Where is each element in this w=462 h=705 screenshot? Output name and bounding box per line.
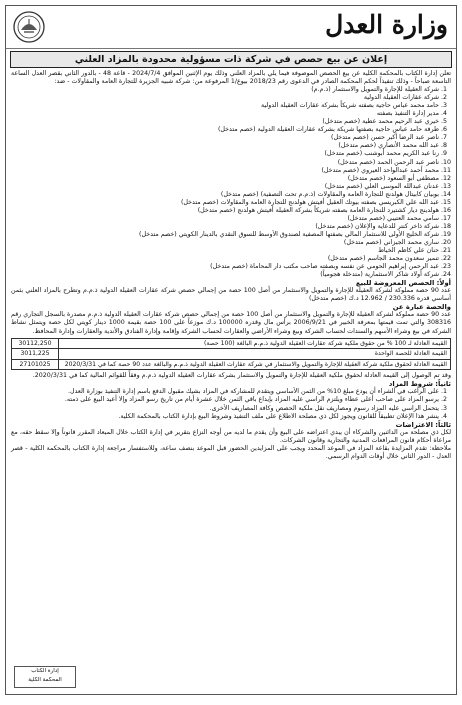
stamp-line-1: إدارة الكتاب <box>31 668 59 674</box>
party-item: 17. سامي محمد العتيبي (خصم متدخل) <box>11 215 439 223</box>
notice-header <box>6 6 456 49</box>
party-item: 8. عبد الله محمد الأنصاري (خصم متدخل) <box>11 142 439 150</box>
section-one-title: أولاً: الحصص المعروضة للبيع <box>355 279 451 288</box>
ministry-title: وزارة العدل <box>325 10 448 39</box>
party-item: 24. شركة أولاد شاكر الاستثمارية (متدخلة هجومياً) <box>11 271 439 279</box>
party-item: 23. عبد الرحمن إبراهيم الحومي عن نفسه وبصفته صاحب مكتب دار المحاماة (خصم متدخل) <box>11 263 439 271</box>
table-cell-label: القيمة العادلة لـ 100 % من حقوق ملكية شركة عقارات العقيلة الدولية ذ.م.م البالغة (100 حصة) <box>59 338 451 349</box>
stamp-line-2: المحكمة الكلية <box>28 677 62 683</box>
notice-page <box>5 5 457 695</box>
notice-body <box>6 70 456 461</box>
party-item: 4. مدير إدارة التنفيذ بصفته <box>11 110 439 118</box>
party-item: 15. عبد الله علي الكبريسي بصفته بيوتك العقيل أفيتش هولدنج للتجارة العامة والمقاولات (خصم متدخل) <box>11 199 439 207</box>
party-item: 9. رنا عبد الكريم محمد أبوشنب (خصم متدخل) <box>11 150 439 158</box>
table-cell-label: القيمة العادلة للحصة الواحدة <box>59 349 451 360</box>
table-cell-label: القيمة العادلة لحقوق ملكية شركة العقيلة للإجارة والتمويل والاستثمار في شركة عقارات العقيلة الدولية ذ.م.م والبالغة عدد 90 حصة كما في 2020/3/31 <box>59 359 451 370</box>
closing-text: ملاحظة: تقدم المزايدة بقاعة المزاد في الموعد المحدد ويجب على المزايدين الحضور قبل الموعد بنصف ساعة، وللاستفسار مراجعة إدارة الكتاب بالمحكمة الكلية - قصر العدل - الدور الثاني خلال أوقات الدوام الرسمي. <box>11 444 451 460</box>
notice-banner: إعلان عن بيع حصص في شركة ذات مسؤولية محدودة بالمزاد العلني <box>10 51 452 68</box>
table-row <box>12 349 451 360</box>
party-item: 5. خيري عبد الرحيم محمد عطية (خصم متدخل) <box>11 118 439 126</box>
share-value-title: والحصة عبارة عن <box>392 303 451 312</box>
party-item: 10. ناصر عبد الرحمن الحمد (خصم متدخل) <box>11 159 439 167</box>
intro-paragraph: تعلن إدارة الكتاب بالمحكمة الكلية عن بيع الحصص الموصوفة فيما يلي بالمزاد العلني وذلك يوم الإثنين الموافق 2024/7/4 - قاعة 48 - بالدور الثاني بقصر العدل الساعة التاسعة صباحاً - وذلك تنفيذاً لحكم المحكمة الصادر في الدعوى رقم 2018/23 بيوع/1 المرفوعة من: شركة شبيه الجزيرة للتجارة العامة والمقاولات - ضد: <box>11 70 452 86</box>
party-item: 20. ساري محمد الجيزاني (خصم متدخل) <box>11 239 439 247</box>
party-item: 2. شركة عقارات العقيلة الدولية <box>11 94 439 102</box>
condition-item: 2. يرسو المزاد على صاحب أعلى عطاء ويلتزم الراسي عليه المزاد بإيداع باقي الثمن خلال عشرة أيام من تاريخ رسو المزاد وإلا أعيد البيع على ذمته. <box>11 396 439 404</box>
party-item: 13. عدنان عبدالله الموسى العلي (خصم متدخل) <box>11 183 439 191</box>
party-item: 21. حنان علي كاظم الخياط <box>11 247 439 255</box>
share-value-text: عدد 90 حصة مملوكة لشركة العقيلة للإجارة والتمويل والاستثمار من أصل 100 حصة من إجمالي حصص شركة عقارات العقيلة الدولية ذ.م.م مصدرة بالسجل التجاري رقم 308316 والتي تمت قيمتها بمعرفة الخبير في 2006/9/21 برأس مال وقدره 100000 د.ك موزعاً على 100 حصة بقيمة 1000 دينار كويتي لكل حصة ويتمثل نشاط الشركة في بيع وشراء الأسهم والسندات لحساب الشركة وبيع وشراء الأراضي والعقارات لحساب الشركة وإقامة وإدارة الفنادق والأندية والعقارات وإدارة المحافظ. <box>11 311 452 335</box>
objections-title: ثالثاً: الاعتراضات <box>395 420 451 429</box>
party-item: 3. حامد محمد عباس حاجية بصفته شريكاً بشركة عقارات العقيلة الدولية <box>11 102 439 110</box>
court-stamp <box>14 666 76 688</box>
share-valuation-table <box>11 338 451 371</box>
party-item: 6. طرفة حامد عباس حاجية بصفتها شريكة بشركة عقارات العقيلة الدولية (خصم متدخل) <box>11 126 439 134</box>
table-row <box>12 359 451 370</box>
party-item: 1. شركة العقيلة للإجارة والتمويل والاستثمار (ذ.م.م) <box>11 86 439 94</box>
objections-text: لكل ذي مصلحة من الدائنين والشركاء أن يبدي اعتراضه على البيع وأن يقدم ما لديه من أوجه النزاع بتقرير في إدارة الكتاب خلال الميعاد المقرر قانوناً وإلا سقط حقه، مع مراعاة أحكام قانون المرافعات المدنية والتجارية وقانون الشركات. <box>11 428 451 444</box>
condition-item: 4. ينشر هذا الإعلان تطبيقاً للقانون ويجوز لكل ذي مصلحة الاطلاع على ملف التنفيذ وشروط البيع بإدارة الكتاب بالمحكمة الكلية. <box>11 413 439 421</box>
party-item: 7. ناصر عبد الرضا أكبر حسن (خصم متدخل) <box>11 134 439 142</box>
party-item: 22. تنمير سعدون محمد الجاسم (خصم متدخل) <box>11 255 439 263</box>
party-item: 14. بوبيان كابيتال هولدنج للتجارة العامة والمقاولات (ذ.م.م تحت التصفية) (خصم متدخل) <box>11 191 439 199</box>
condition-item: 1. على الراغب في الشراء أن يودع مبلغ 10% من الثمن الأساسي ويتقدم للمشاركة في المزاد بشيك مقبول الدفع باسم إدارة التنفيذ بوزارة العدل. <box>11 388 439 396</box>
condition-item: 3. يتحمل الراسي عليه المزاد رسوم ومصاريف نقل ملكية الحصص وكافة المصاريف الأخرى. <box>11 405 439 413</box>
section-one-text: عدد 90 حصة مملوكة لشركة العقيلة للإجارة والتمويل والاستثمار من أصل 100 حصة من إجمالي حصص شركة عقارات العقيلة الدولية ذ.م.م وتطرح بالمزاد العلني بثمن أساسي قدره 230.336 / 12.962 د.ك (خصم متدخل) <box>11 287 451 303</box>
table-row <box>12 338 451 349</box>
party-item: 16. هولدينج ديار كشتيرد للتجارة العامة بصفته شريكاً بشركة العقيلة أفيتش هولدنج (خصم متدخل) <box>11 207 439 215</box>
table-cell-value: 27101025 <box>12 359 59 370</box>
party-item: 12. مصطفى أبو السعود (خصم متدخل) <box>11 175 439 183</box>
kuwait-emblem-icon <box>12 10 46 44</box>
table-cell-value: 30112,250 <box>12 338 59 349</box>
table-cell-value: 3011,225 <box>12 349 59 360</box>
party-item: 11. محمد أحمد عبدالواحد العيروي (خصم متدخل) <box>11 167 439 175</box>
party-item: 19. شركة الخليج الأولى للاستثمار المالي بصفتها المصفية لصندوق الأوسط للسوق النقدي بالدينار الكويتي (خصم متدخل) <box>11 231 439 239</box>
conditions-list <box>11 388 451 420</box>
conditions-title: ثانياً: شروط المزاد <box>388 380 451 389</box>
note-paragraph: وقد تم الوصول إلى القيمة العادلة لحقوق ملكية العقيلة للإجارة والتمويل والاستثمار بشركة عقارات العقيلة الدولية ذ.م.م وفقاً للقوائم المالية كما في 2020/3/31. <box>32 372 451 380</box>
parties-list <box>11 86 451 279</box>
party-item: 18. شركة ذاخر كنتر للدعاية والإعلان (خصم متدخل) <box>11 223 439 231</box>
